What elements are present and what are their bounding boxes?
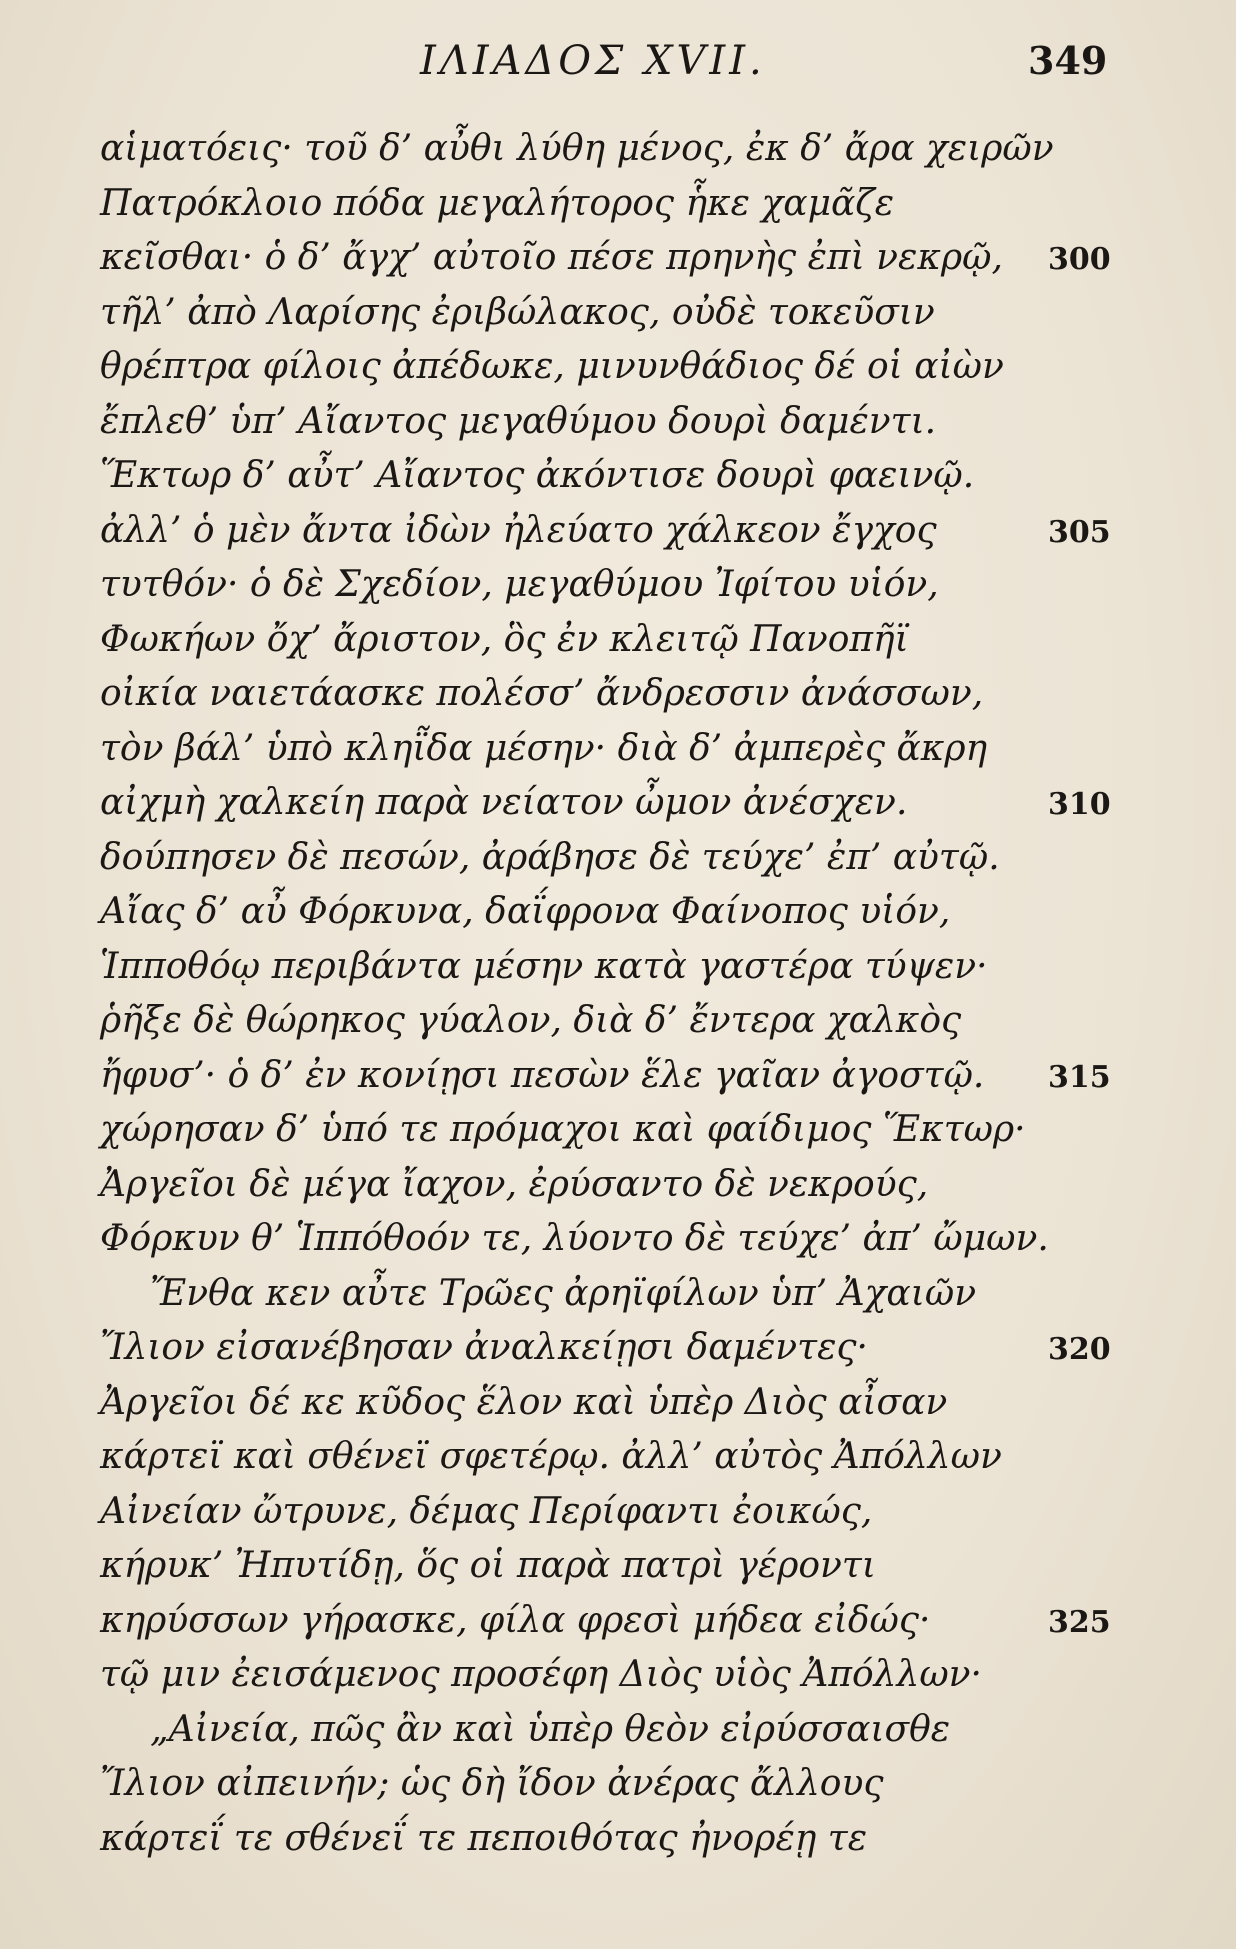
verse-line xyxy=(0,997,1236,1052)
verse-line xyxy=(0,1379,1236,1434)
verse-text: ἤφυσ’· ὁ δ’ ἐν κονίῃσι πεσὼν ἕλε γαῖαν ἀγοστῷ. xyxy=(100,1054,985,1096)
line-number: 315 xyxy=(1048,1059,1111,1095)
verse-text: τὸν βάλ’ ὑπὸ κληῗδα μέσην· διὰ δ’ ἀμπερὲς ἄκρη xyxy=(100,727,988,769)
verse-line xyxy=(0,1760,1236,1815)
verse-text: αἰχμὴ χαλκείη παρὰ νείατον ὦμον ἀνέσχεν. xyxy=(100,782,908,823)
verse-line xyxy=(0,1815,1236,1870)
line-number: 305 xyxy=(1048,514,1111,550)
verse-line xyxy=(0,1433,1236,1488)
verse-text: ῥῆξε δὲ θώρηκος γύαλον, διὰ δ’ ἔντερα χαλκὸς xyxy=(100,1000,962,1041)
page-number: 349 xyxy=(1028,38,1108,83)
verse-line xyxy=(0,1651,1236,1706)
verse-text: τῷ μιν ἐεισάμενος προσέφη Διὸς υἱὸς Ἀπόλλων· xyxy=(100,1654,982,1695)
verse-text: ἔπλεθ’ ὑπ’ Αἴαντος μεγαθύμου δουρὶ δαμέντι. xyxy=(100,400,937,442)
verse-line xyxy=(0,343,1236,398)
verse-line xyxy=(0,1106,1236,1161)
verse-block xyxy=(0,125,1236,1869)
verse-text: τυτθόν· ὁ δὲ Σχεδίον, μεγαθύμου Ἰφίτου υἱόν, xyxy=(100,564,939,605)
verse-line xyxy=(0,561,1236,616)
verse-line xyxy=(0,452,1236,507)
verse-line xyxy=(0,398,1236,453)
verse-text: κάρτεϊ καὶ σθένεϊ σφετέρῳ. ἀλλ’ αὐτὸς Ἀπόλλων xyxy=(100,1436,1002,1477)
verse-line xyxy=(0,1597,1236,1652)
verse-text: Ἔνθα κεν αὖτε Τρῶες ἀρηϊφίλων ὑπ’ Ἀχαιῶν xyxy=(150,1272,977,1314)
verse-text: Ἀργεῖοι δὲ μέγα ἴαχον, ἐρύσαντο δὲ νεκρούς, xyxy=(100,1163,929,1205)
verse-line xyxy=(0,507,1236,562)
verse-text: Πατρόκλοιο πόδα μεγαλήτορος ἧκε χαμᾶζε xyxy=(100,182,895,224)
verse-line xyxy=(0,670,1236,725)
verse-text: Ἴλιον εἰσανέβησαν ἀναλκείῃσι δαμέντες· xyxy=(100,1327,868,1368)
verse-line xyxy=(0,1488,1236,1543)
verse-text: χώρησαν δ’ ὑπό τε πρόμαχοι καὶ φαίδιμος Ἕκτωρ· xyxy=(100,1109,1026,1150)
verse-line xyxy=(0,1161,1236,1216)
verse-text: Αἴας δ’ αὖ Φόρκυνα, δαΐφρονα Φαίνοπος υἱόν, xyxy=(100,891,951,932)
verse-text: κήρυκ’ Ἠπυτίδῃ, ὅς οἱ παρὰ πατρὶ γέροντι xyxy=(100,1545,876,1586)
verse-text: Ἀργεῖοι δέ κε κῦδος ἕλον καὶ ὑπὲρ Διὸς αἶσαν xyxy=(100,1381,948,1423)
verse-text: Φόρκυν θ’ Ἱππόθοόν τε, λύοντο δὲ τεύχε’ ἀπ’ ὤμων. xyxy=(100,1218,1049,1259)
verse-text: Ἕκτωρ δ’ αὖτ’ Αἴαντος ἀκόντισε δουρὶ φαεινῷ. xyxy=(100,455,975,496)
verse-line xyxy=(0,234,1236,289)
verse-line xyxy=(0,1215,1236,1270)
verse-text: αἱματόεις· τοῦ δ’ αὖθι λύθη μένος, ἐκ δ’ ἄρα χειρῶν xyxy=(100,128,1054,169)
verse-line xyxy=(0,943,1236,998)
verse-text: Αἰνείαν ὤτρυνε, δέμας Περίφαντι ἐοικώς, xyxy=(100,1490,873,1532)
verse-text: τῆλ’ ἀπὸ Λαρίσης ἐριβώλακος, οὐδὲ τοκεῦσιν xyxy=(100,291,935,333)
line-number: 320 xyxy=(1048,1332,1111,1367)
verse-text: κάρτεΐ τε σθένεΐ τε πεποιθότας ἠνορέῃ τε xyxy=(100,1817,868,1859)
verse-text: θρέπτρα φίλοις ἀπέδωκε, μινυνθάδιος δέ οἱ αἰὼν xyxy=(100,346,1004,387)
line-number: 310 xyxy=(1048,787,1111,822)
verse-text: Ἱπποθόῳ περιβάντα μέσην κατὰ γαστέρα τύψεν· xyxy=(100,945,988,987)
verse-line xyxy=(0,125,1236,180)
verse-line xyxy=(0,1324,1236,1379)
verse-line xyxy=(0,1706,1236,1761)
verse-text: οἰκία ναιετάασκε πολέσσ’ ἄνδρεσσιν ἀνάσσων, xyxy=(100,673,984,714)
verse-line xyxy=(0,888,1236,943)
line-number: 300 xyxy=(1048,242,1111,277)
verse-text: Ἴλιον αἰπεινήν; ὡς δὴ ἴδον ἀνέρας ἄλλους xyxy=(100,1763,884,1804)
verse-text: „Αἰνεία, πῶς ἂν καὶ ὑπὲρ θεὸν εἰρύσσαισθε xyxy=(150,1708,951,1750)
verse-line xyxy=(0,1052,1236,1107)
verse-line xyxy=(0,779,1236,834)
verse-text: Φωκήων ὄχ’ ἄριστον, ὃς ἐν κλειτῷ Πανοπῆϊ xyxy=(100,618,909,660)
verse-text: κηρύσσων γήρασκε, φίλα φρεσὶ μήδεα εἰδώς· xyxy=(100,1599,931,1641)
verse-text: κεῖσθαι· ὁ δ’ ἄγχ’ αὐτοῖο πέσε πρηνὴς ἐπὶ νεκρῷ, xyxy=(100,237,1003,278)
verse-line xyxy=(0,1270,1236,1325)
page-header xyxy=(0,38,1236,98)
verse-line xyxy=(0,289,1236,344)
verse-text: ἀλλ’ ὁ μὲν ἄντα ἰδὼν ἠλεύατο χάλκεον ἔγχος xyxy=(100,509,937,551)
line-number: 325 xyxy=(1048,1604,1111,1640)
verse-line xyxy=(0,1542,1236,1597)
verse-line xyxy=(0,725,1236,780)
verse-line xyxy=(0,180,1236,235)
verse-text: δούπησεν δὲ πεσών, ἀράβησε δὲ τεύχε’ ἐπ’ αὐτῷ. xyxy=(100,836,1000,878)
running-title: ΙΛΙΑΔΟΣ XVII. xyxy=(420,38,766,84)
verse-line xyxy=(0,834,1236,889)
verse-line xyxy=(0,616,1236,671)
